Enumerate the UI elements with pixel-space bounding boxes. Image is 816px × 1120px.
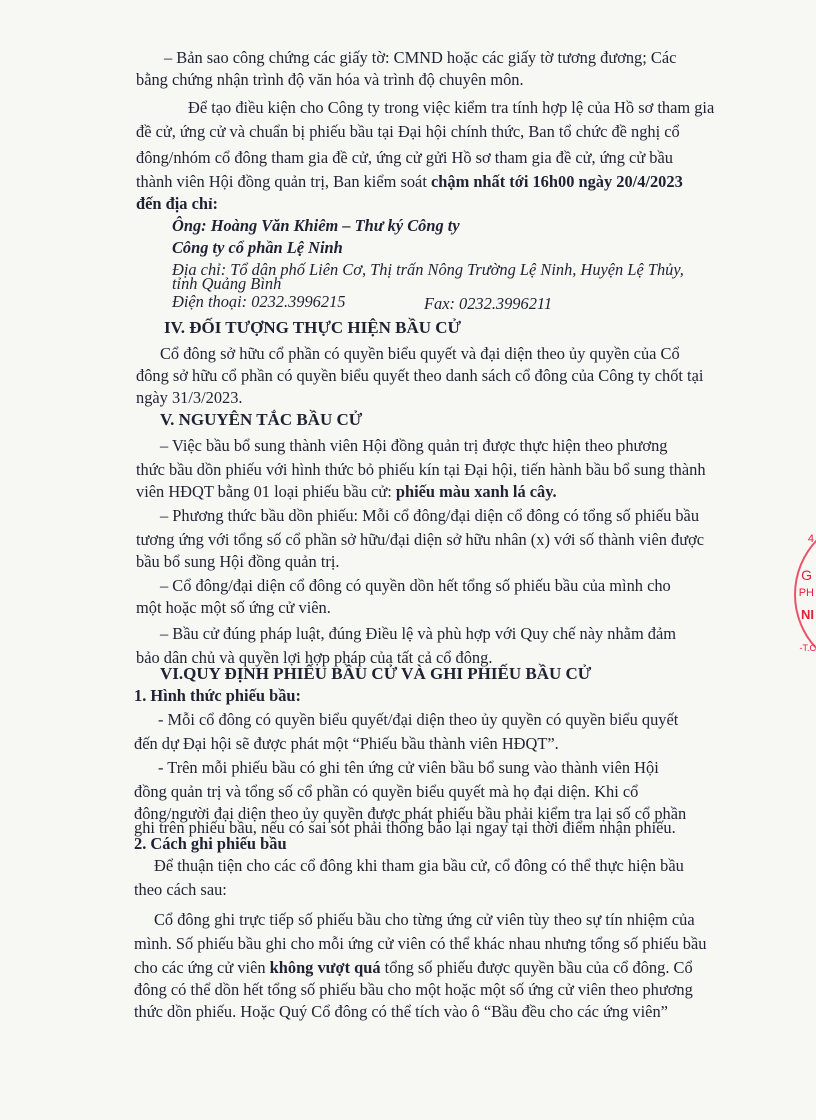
text-line: – Phương thức bầu dồn phiếu: Mỗi cổ đông/đại diện cổ đông có tổng số phiếu bầu <box>160 506 700 525</box>
stamp-text: PH <box>798 587 814 599</box>
section-heading: IV. ĐỐI TƯỢNG THỰC HIỆN BẦU CỬ <box>164 318 462 337</box>
text-line: – Cổ đông/đại diện cổ đông có quyền dồn hết tổng số phiếu bầu của mình cho <box>160 576 671 595</box>
contact-phone: Điện thoại: 0232.3996215 <box>172 292 346 311</box>
text-line: đồng quản trị và tổng số cổ phần có quyền biểu quyết mà họ đại diện. Khi cổ <box>134 782 639 801</box>
text-line: thức dồn phiếu. Hoặc Quý Cổ đông có thể tích vào ô “Bầu đều cho các ứng viên” <box>134 1002 668 1021</box>
text-line: bầu bổ sung Hội đồng quản trị. <box>136 552 340 571</box>
section-heading: VI.QUY ĐỊNH PHIẾU BẦU CỬ VÀ GHI PHIẾU BẦU CỬ <box>160 664 592 683</box>
stamp-text: G <box>801 567 812 583</box>
deadline-text: chậm nhất tới 16h00 ngày 20/4/2023 <box>430 172 683 191</box>
stamp-text: NI <box>801 607 814 622</box>
text-line: đề cử, ứng cử và chuẩn bị phiếu bầu tại Đại hội chính thức, Ban tổ chức đề nghị cổ <box>136 122 680 141</box>
text-line: ngày 31/3/2023. <box>136 388 243 407</box>
text-line: đông/nhóm cổ đông tham gia đề cử, ứng cử gửi Hồ sơ tham gia đề cử, ứng cử bầu <box>136 148 673 167</box>
text-line <box>134 958 693 978</box>
text-line: thức bầu dồn phiếu với hình thức bỏ phiếu kín tại Đại hội, tiến hành bầu bổ sung thành <box>136 460 706 479</box>
ballot-color-text: phiếu màu xanh lá cây. <box>395 482 557 501</box>
text-line: Để tạo điều kiện cho Công ty trong việc kiểm tra tính hợp lệ của Hồ sơ tham gia <box>188 98 715 117</box>
text-line: – Bầu cử đúng pháp luật, đúng Điều lệ và phù hợp với Quy chế này nhằm đảm <box>160 624 677 643</box>
text-line: đông/người đại diện theo ủy quyền được phát phiếu bầu phải kiểm tra lại số cổ phần <box>134 804 687 823</box>
text-line: Cổ đông sở hữu cổ phần có quyền biểu quyết và đại diện theo ủy quyền của Cổ <box>160 344 680 363</box>
red-stamp <box>794 515 816 675</box>
text-run: tổng số phiếu được quyền bầu của cổ đông. Cổ <box>380 958 693 977</box>
text-line: đông sở hữu cổ phần có quyền biểu quyết theo danh sách cổ đông của Công ty chốt tại <box>136 366 704 385</box>
text-line: bằng chứng nhận trình độ văn hóa và trình độ chuyên môn. <box>136 70 524 89</box>
text-line: - Mỗi cổ đông có quyền biểu quyết/đại diện theo ủy quyền có quyền biểu quyết <box>158 710 679 729</box>
text-line: đến địa chỉ: <box>136 194 218 213</box>
stamp-text: -T.C <box>799 643 816 653</box>
text-line: một hoặc một số ứng cử viên. <box>136 598 331 617</box>
text-line: đến dự Đại hội sẽ được phát một “Phiếu bầu thành viên HĐQT”. <box>134 734 559 753</box>
text-line: theo cách sau: <box>134 880 227 899</box>
contact-fax: Fax: 0232.3996211 <box>424 294 553 313</box>
contact-address: Địa chỉ: Tổ dân phố Liên Cơ, Thị trấn Nông Trường Lệ Ninh, Huyện Lệ Thủy, <box>172 260 684 279</box>
text-line <box>136 482 557 502</box>
text-line: – Việc bầu bổ sung thành viên Hội đồng quản trị được thực hiện theo phương <box>160 436 668 455</box>
stamp-text: 4 <box>807 533 814 545</box>
text-line: Để thuận tiện cho các cổ đông khi tham gia bầu cử, cổ đông có thể thực hiện bầu <box>154 856 684 875</box>
subsection-heading: 1. Hình thức phiếu bầu: <box>134 686 301 705</box>
subsection-heading: 2. Cách ghi phiếu bầu <box>134 834 287 853</box>
text-line: – Bản sao công chứng các giấy tờ: CMND hoặc các giấy tờ tương đương; Các <box>164 48 677 67</box>
contact-company: Công ty cổ phần Lệ Ninh <box>172 238 343 257</box>
contact-name: Ông: Hoàng Văn Khiêm – Thư ký Công ty <box>172 216 460 235</box>
text-line: đông có thể dồn hết tổng số phiếu bầu cho một hoặc một số ứng cử viên theo phương <box>134 980 693 999</box>
text-line: - Trên mỗi phiếu bầu có ghi tên ứng cử viên bầu bổ sung vào thành viên Hội <box>158 758 659 777</box>
text-run: viên HĐQT bằng 01 loại phiếu bầu cử: <box>136 482 396 501</box>
contact-address-2: tỉnh Quảng Bình <box>172 274 282 293</box>
text-run: cho các ứng cử viên <box>134 958 270 977</box>
text-line <box>136 172 683 192</box>
text-run: thành viên Hội đồng quản trị, Ban kiểm soát <box>136 172 431 191</box>
text-line: mình. Số phiếu bầu ghi cho mỗi ứng cử viên có thể khác nhau nhưng tổng số phiếu bầu <box>134 934 707 953</box>
text-line: ghi trên phiếu bầu, nếu có sai sót phải thông báo lại ngay tại thời điểm nhận phiếu. <box>134 818 676 837</box>
emphasis-text: không vượt quá <box>269 958 381 977</box>
text-line: bảo dân chủ và quyền lợi hợp pháp của tất cả cổ đông. <box>136 648 493 667</box>
text-line: Cổ đông ghi trực tiếp số phiếu bầu cho từng ứng cử viên tùy theo sự tín nhiệm của <box>154 910 695 929</box>
text-line: tương ứng với tổng số cổ phần sở hữu/đại diện sở hữu nhân (x) với số thành viên được <box>136 530 705 549</box>
section-heading: V. NGUYÊN TẮC BẦU CỬ <box>160 410 363 429</box>
